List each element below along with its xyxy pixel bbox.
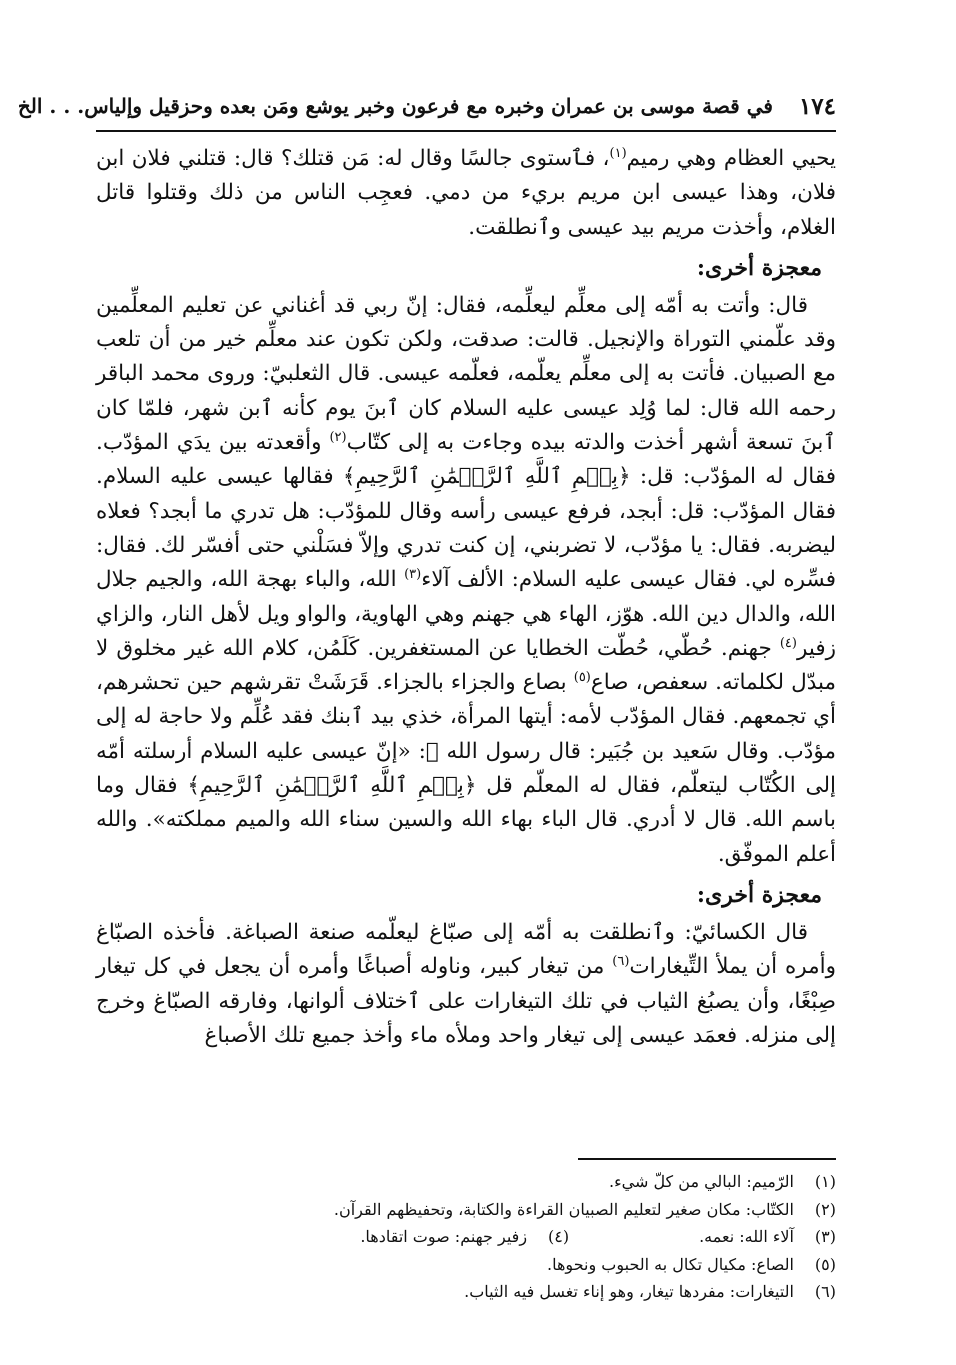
footnote-6: (٦) التيغارات: مفردها تيغار، وهو إناء تغسل فيه الثياب. [464,1282,836,1301]
paragraph-1: يحيي العظام وهي رميم$^{(١)}$، فٱستوى جالسًا وقال له: مَن قتلك؟ قال: قتلني فلان ابن فلان، وهذا عيسى ابن مريم بريء من دمي. فعجِب الناس من ذلك وقتلوا قاتل الغلام، وأخذت مريم بيد عيسى وٱنطلقت. [96,145,836,240]
footnote-4: (٤) زفير جهنم: صوت اتقادها. [360,1227,570,1246]
footnote-ref-4: (٤) [779,635,797,651]
paragraph-3: قال الكسائيّ: وٱنطلقت به أمّه إلى صبّاغ ليعلّمه صنعة الصباغة. فأخذه الصبّاغ وأمره أن يملأ التِّيغارات$^{(٦)}$ من تيغار كبير، وناوله أصباغًا وأمره أن يجعل في كل تيغار صِبْغًا، وأن يصبُغ الثياب في تلك التيغارات على ٱختلاف ألوانها، وفارقه الصبّاغ وخرج إلى منزله. فعمَد عيسى إلى تيغار واحد وملأه ماء وأخذ جميع تلك الأصباغ [96,919,837,1048]
footnote-3: (٣) آلاء الله: نعمه. [699,1227,836,1246]
footnote-ref-2: (٢) [329,429,347,445]
footnote-ref-5: (٥) [573,670,591,685]
footnote-ref-3: (٣) [404,567,422,583]
footnote-5: (٥) الصاع: مكيال تكال به الحبوب ونحوها. [547,1254,836,1274]
running-title: في قصة موسى بن عمران وخبره مع فرعون وخبر يوشع ومَن بعده وحزقيل وإلياس. . . الخ [17,94,773,118]
page-number: ١٧٤ [798,92,836,120]
paragraph-2: قال: وأتت به أمّه إلى معلِّم ليعلِّمه، فقال: إنّ ربي قد أغناني عن تعليم المعلِّمين وقد علّمني التوراة والإنجيل. قالت: صدقت، ولكن تكون عند معلِّم خير من أن تلعب مع الصبيان. فأتت به إلى معلِّم يعلّمه، فعلّمه عيسى. قال الثعلبيّ: وروى محمد الباقر رحمه الله قال: لما وُلِد عيسى عليه السلام كان ٱبنَ يوم كأنه ٱبن شهر، فلمّا كان ٱبنَ تسعة أشهر أخذت والدته بيده وجاءت به إلى كتّاب$^{(٢)}$ وأقعدته بين يدَي المؤدّب. فقال له المؤدّب: قل: ﴿بِسۡمِ ٱللَّهِ ٱلرَّحۡمَٰنِ ٱلرَّحِيمِ﴾ فقالها عيسى عليه السلام. فقال المؤدّب: قل: أبجد، فرفع عيسى رأسه وقال للمؤدّب: هل تدري ما أبجد؟ فعلاه ليضربه. فقال: يا مؤدّب، لا تضربني، إن كنت تدري وإلاّ فسَلْني حتى أفسّر لك. فقال: فسِّره لي. فقال عيسى عليه السلام: الألف آلاء$^{(٣)}$ الله، والباء بهجة الله، والجيم جلال الله، والدال دين الله. هوّز، الهاء هي جهنم وهي الهاوية، والواو ويل لأهل النار، والزاي زفير$^{(٤)}$ جهنم. حُطّي، حُطّت الخطايا عن المستغفرين. كَلَمُن، كلام الله غير مخلوق لا مبدّل لكلماته. سعفص، صاع$^{(٥)}$ بصاع والجزاء بالجزاء. قَرَشَتْ تقرشهم حين تحشرهم، أي تجمعهم. فقال المؤدّب لأمه: أيتها المرأة، خذي بيد ٱبنك فقد عُلِّم ولا حاجة له إلى مؤدّب. وقال سَعيد بن جُبَير: قال رسول الله ﷺ: «إنّ عيسى عليه السلام أرسلته أمّه إلى الكُتّاب ليتعلّم، فقال له المعلّم قل ﴿بِسۡمِ ٱللَّهِ ٱلرَّحۡمَٰنِ ٱلرَّحِيمِ﴾ فقال وما باسم الله. قال لا أدري. قال الباء بهاء الله والسين سناء الله والميم مملكته». والله أعلم الموفّق. [96,292,836,867]
header-rule [96,130,836,132]
running-header [17,88,836,124]
section-heading-1: معجزة أخرى: [696,254,822,281]
footnote-ref-1: (١) [609,145,627,161]
footnote-rule [578,1158,836,1160]
section-heading-2: معجزة أخرى: [696,881,822,908]
main-text [96,142,836,1053]
footnote-2: (٢) الكتّاب: مكان صغير لتعليم الصبيان القراءة والكتابة، وتحفيظهم القرآن. [333,1199,836,1219]
footnote-ref-6: (٦) [612,954,630,970]
footnotes [96,1168,836,1306]
footnote-1: (١) الرّميم: البالي من كلّ شيء. [609,1172,836,1191]
footnote-3-4 [96,1223,836,1251]
